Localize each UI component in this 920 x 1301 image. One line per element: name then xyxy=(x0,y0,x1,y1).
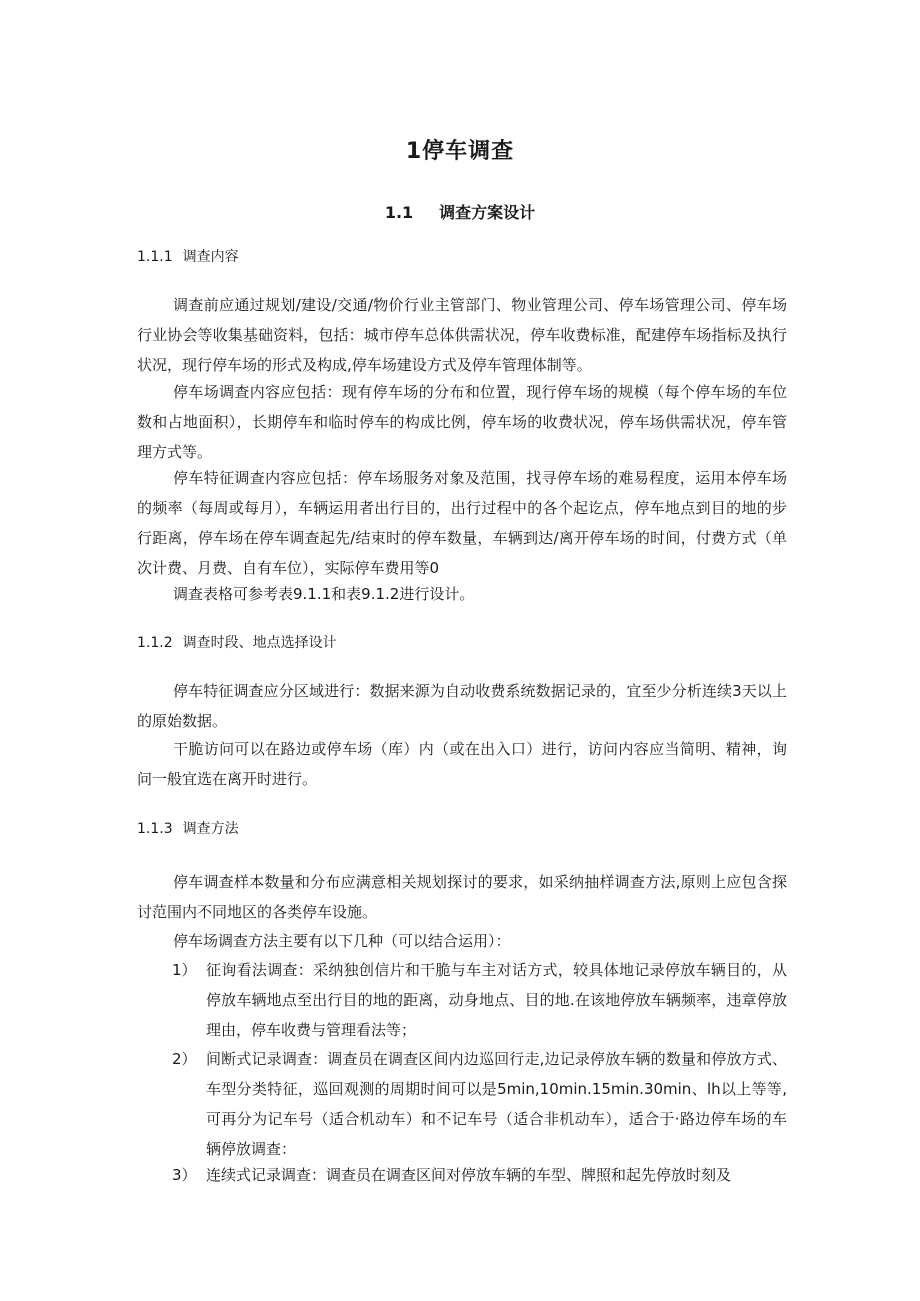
paragraph: 停车调查样本数量和分布应满意相关规划探讨的要求，如采纳抽样调查方法,原则上应包含探讨范围内不同地区的各类停车设施。 xyxy=(137,873,787,921)
list-marker: 2） xyxy=(172,1050,197,1068)
paragraph: 干脆访问可以在路边或停车场（库）内（或在出入口）进行，访问内容应当简明、精神，询问一般宜选在离开时进行。 xyxy=(137,740,787,788)
subsection-heading xyxy=(137,818,239,838)
list-item-text: 征询看法调查：采纳独创信片和干脆与车主对话方式，较具体地记录停放车辆目的，从停放车辆地点至出行目的地的距离，动身地点、目的地.在该地停放车辆频率，违章停放理由，停车收费与管理看法等； xyxy=(206,961,787,1039)
subsection-heading xyxy=(137,632,337,652)
subsection-number: 1.1.3 xyxy=(137,821,173,837)
list-item-text: 连续式记录调查：调查员在调查区间对停放车辆的车型、牌照和起先停放时刻及 xyxy=(206,1166,732,1184)
paragraph: 调查表格可参考表9.1.1和表9.1.2进行设计。 xyxy=(173,585,475,603)
list-item-text: 间断式记录调查：调查员在调查区间内边巡回行走,边记录停放车辆的数量和停放方式、车型分类特征，巡回观测的周期时间可以是5min,10min.15min.30min、lh以上等等,可再分为记车号（适合机动车）和不记车号（适合非机动车），适合于·路边停车场的车辆停放调查： xyxy=(206,1050,787,1158)
subsection-title: 调查时段、地点选择设计 xyxy=(182,635,337,651)
subsection-number: 1.1.2 xyxy=(137,635,173,651)
paragraph: 停车场调查内容应包括：现有停车场的分布和位置，现行停车场的规模（每个停车场的车位数和占地面积），长期停车和临时停车的构成比例，停车场的收费状况，停车场供需状况，停车管理方式等。 xyxy=(137,383,787,461)
subsection-title: 调查方法 xyxy=(182,821,239,837)
list-item xyxy=(172,1160,787,1190)
subsection-heading xyxy=(137,246,239,266)
chapter-title: 1停车调查 xyxy=(405,139,515,164)
section-heading xyxy=(0,200,920,223)
section-title: 调查方案设计 xyxy=(439,203,536,222)
paragraph: 调查前应通过规划/建设/交通/物价行业主管部门、物业管理公司、停车场管理公司、停车场行业协会等收集基础资料，包括：城市停车总体供需状况，停车收费标准，配建停车场指标及执行状况，现行停车场的形式及构成,停车场建设方式及停车管理体制等。 xyxy=(137,296,787,374)
list-marker: 3） xyxy=(172,1166,197,1184)
subsection-title: 调查内容 xyxy=(182,249,239,265)
list-marker: 1） xyxy=(172,961,197,979)
section-number: 1.1 xyxy=(384,203,414,222)
paragraph: 停车场调查方法主要有以下几种（可以结合运用）： xyxy=(173,932,511,950)
paragraph: 停车特征调查内容应包括：停车场服务对象及范围，找寻停车场的难易程度，运用本停车场的频率（每周或每月），车辆运用者出行目的，出行过程中的各个起讫点，停车地点到目的地的步行距离，停车场在停车调查起先/结束时的停车数量，车辆到达/离开停车场的时间，付费方式（单次计费、月费、自有车位），实际停车费用等0 xyxy=(137,469,787,577)
list-item xyxy=(172,1044,787,1164)
subsection-number: 1.1.1 xyxy=(137,249,173,265)
list-item xyxy=(172,955,787,1045)
paragraph: 停车特征调查应分区域进行：数据来源为自动收费系统数据记录的，宜至少分析连续3天以上的原始数据。 xyxy=(137,682,787,730)
